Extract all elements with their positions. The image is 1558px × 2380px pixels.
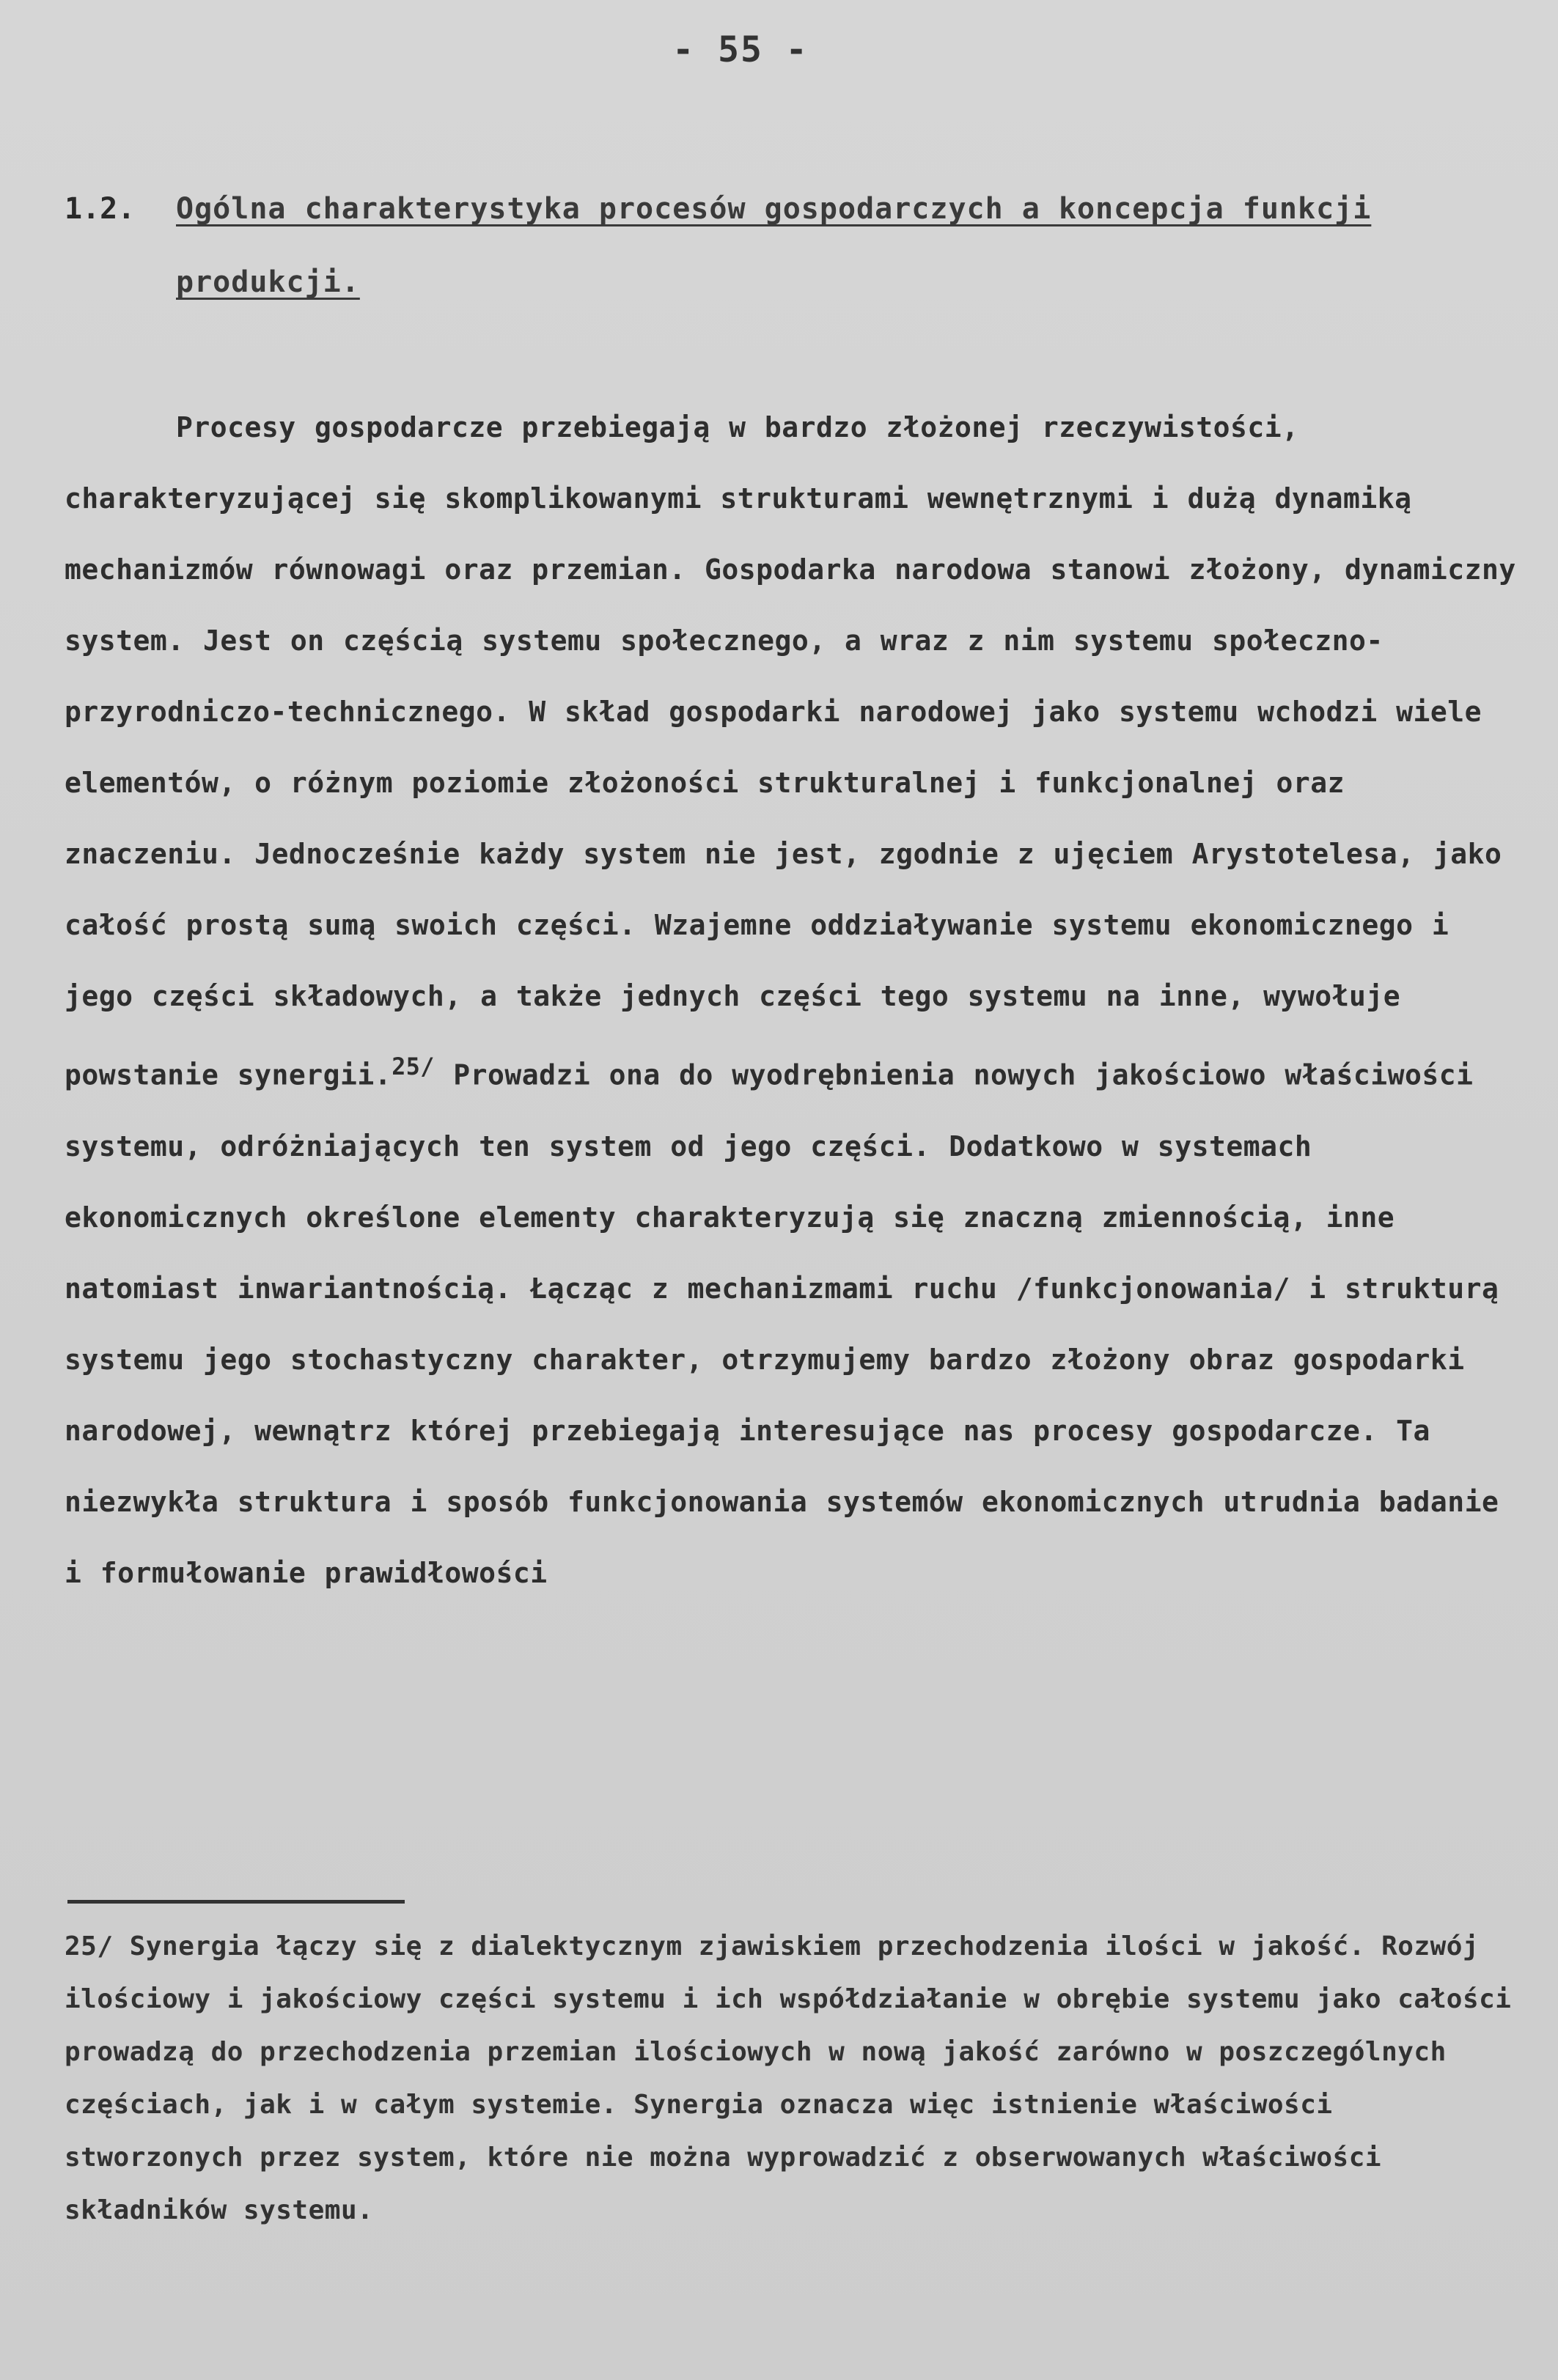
section-title: Ogólna charakterystyka procesów gospodarczych a koncepcja funkcji produkcji. xyxy=(176,192,1372,299)
body-paragraph xyxy=(65,392,1524,1609)
footnote-divider xyxy=(67,1900,405,1904)
paragraph-continuation: Prowadzi ona do wyodrębnienia nowych jakościowo właściwości systemu, odróżniających ten system od jego części. Dodatkowo w systemach ekonomicznych określone elementy charakteryzują się znaczną zmiennością, inne natomiast inwariantnością. Łącząc z mechanizmami ruchu /funkcjonowania/ i strukturą systemu jego stochastyczny charakter, otrzymujemy bardzo złożony obraz gospodarki narodowej, wewnątrz której przebiegają interesujące nas procesy gospodarcze. Ta niezwykła struktura i sposób funkcjonowania systemów ekonomicznych utrudnia badanie i formułowanie prawidłowości xyxy=(65,1058,1499,1589)
footnote-reference: 25/ xyxy=(392,1054,435,1080)
footnote xyxy=(65,1920,1524,2237)
paragraph-text: Procesy gospodarcze przebiegają w bardzo złożonej rzeczywistości, charakteryzującej się skomplikowanymi strukturami wewnętrznymi i dużą dynamiką mechanizmów równowagi oraz przemian. Gospodarka narodowa stanowi złożony, dynamiczny system. Jest on częścią systemu społecznego, a wraz z nim systemu społeczno-przyrodniczo-technicznego. W skład gospodarki narodowej jako systemu wchodzi wiele elementów, o różnym poziomie złożoności strukturalnej i funkcjonalnej oraz znaczeniu. Jednocześnie każdy system nie jest, zgodnie z ujęciem Arystotelesa, jako całość prostą sumą swoich części. Wzajemne oddziaływanie systemu ekonomicznego i jego części składowych, a także jednych części tego systemu na inne, wywołuje powstanie synergii. xyxy=(65,411,1516,1091)
footnote-text: Synergia łączy się z dialektycznym zjawiskiem przechodzenia ilości w jakość. Rozwój ilościowy i jakościowy części systemu i ich współdziałanie w obrębie systemu jako całości prowadzą do przechodzenia przemian ilościowych w nową jakość zarówno w poszczególnych częściach, jak i w całym systemie. Synergia oznacza więc istnienie właściwości stworzonych przez system, które nie można wyprowadzić z obserwowanych właściwości składników systemu. xyxy=(65,1931,1512,2225)
footnote-marker: 25/ xyxy=(65,1931,114,1961)
page-number: - 55 - xyxy=(672,29,809,70)
section-number: 1.2. xyxy=(65,192,136,226)
